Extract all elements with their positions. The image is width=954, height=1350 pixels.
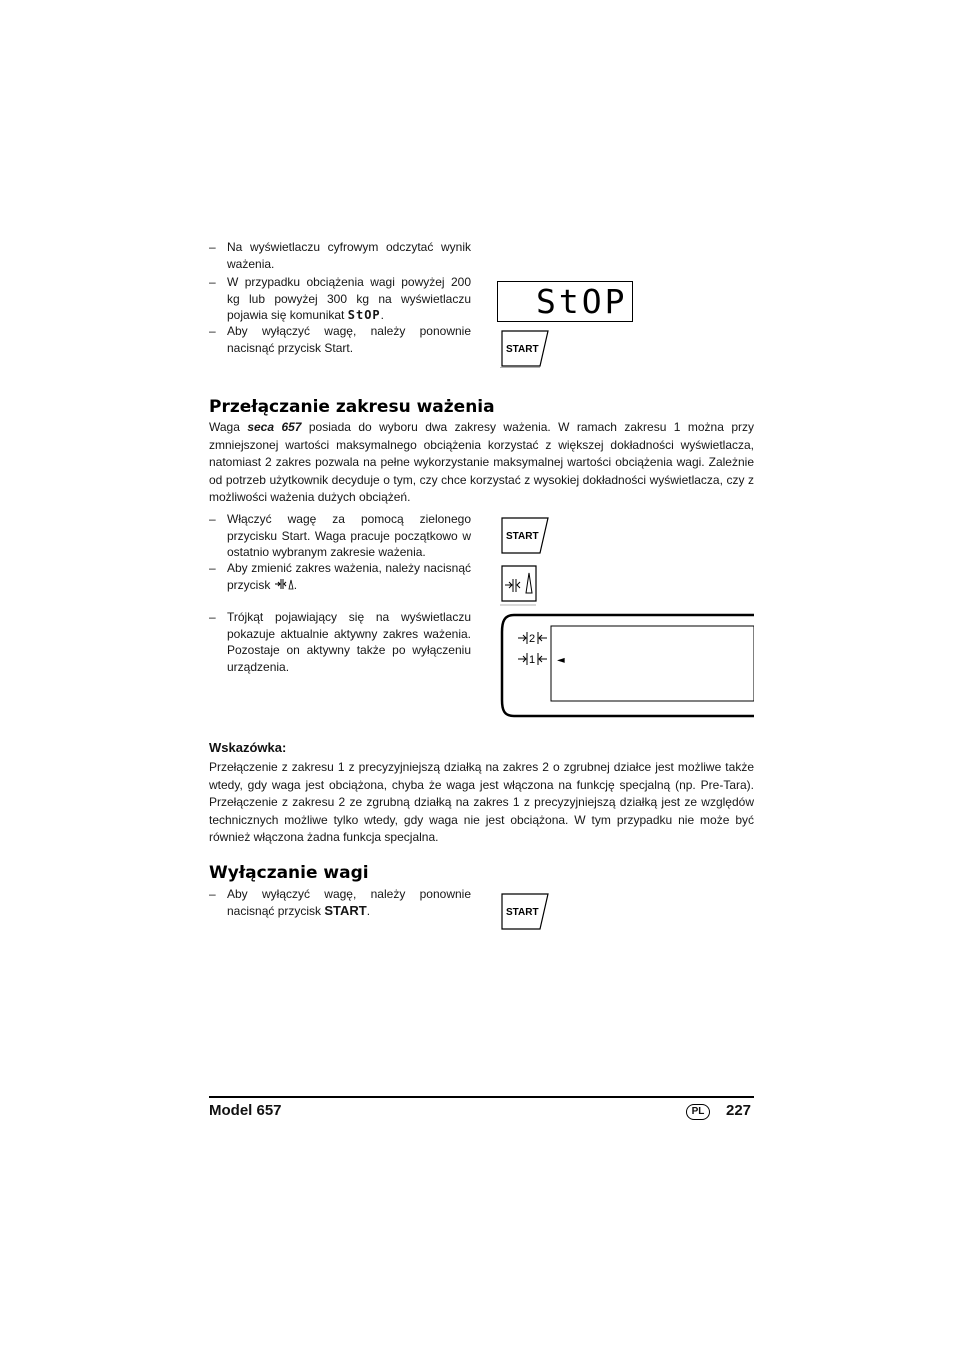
- list-item: – Aby zmienić zakres ważenia, należy nacisnąć przycisk .: [209, 561, 471, 592]
- active-range-marker: ◄: [557, 655, 565, 666]
- list-item: – Włączyć wagę za pomocą zielonego przycisku Start. Waga pracuje początkowo w ostatnio wybranym zakresie ważenia.: [209, 512, 471, 559]
- lcd-display: [497, 281, 633, 322]
- footer-model: Model 657: [209, 1102, 282, 1119]
- start-button: [500, 517, 550, 555]
- language-badge: PL: [686, 1104, 710, 1120]
- section-title: Przełączanie zakresu ważenia: [209, 397, 495, 417]
- start-button: [500, 893, 550, 931]
- list-item: – Aby wyłączyć wagę, należy ponownie nacisnąć przycisk Start.: [209, 324, 471, 355]
- range-1-label: 1: [529, 654, 536, 666]
- stop-code: StOP: [347, 308, 381, 322]
- range-2-label: 2: [529, 633, 536, 645]
- brand-name: seca 657: [247, 420, 302, 434]
- section-title: Wyłączanie wagi: [209, 863, 369, 883]
- list-item: – Na wyświetlaczu cyfrowym odczytać wynik ważenia.: [209, 240, 471, 271]
- list-item: – Aby wyłączyć wagę, należy ponownie nacisnąć przycisk START.: [209, 887, 471, 918]
- range-switch-button: [500, 565, 540, 607]
- section-intro: Waga seca 657 posiada do wyboru dwa zakresy ważenia. W ramach zakresu 1 można przy zmniejszonej wartości maksymalnego obciążenia korzystać z większej dokładności wyświetlacza, natomiast 2 zakres pozwala na pełne wykorzystanie maksymalnej wartości obciążenia wagi. Zależnie od potrzeb użytkownik decyduje o tym, czy chce korzystać z wysokiej dokładności wyświetlacza, czy z możliwości ważenia dużych obciążeń.: [209, 420, 754, 504]
- lcd-stop-text: StOP: [536, 282, 628, 321]
- start-label: START: [506, 344, 539, 355]
- footer-rule: [209, 1096, 754, 1098]
- list-item: – W przypadku obciążenia wagi powyżej 200 kg lub powyżej 300 kg na wyświetlaczu pojawia się komunikat StOP.: [209, 275, 471, 322]
- list-item: – Trójkąt pojawiający się na wyświetlaczu pokazuje aktualnie aktywny zakres ważenia. Pozostaje on aktywny także po wyłączeniu urządzenia.: [209, 610, 471, 674]
- start-label: START: [506, 907, 539, 918]
- note-text: Przełączenie z zakresu 1 z precyzyjniejszą działką na zakres 2 o zgrubnej działce jest możliwe także wtedy, gdy waga jest obciążona, chyba że waga jest włączona na funkcję specjalną (np. Pre-Tara). Przełączenie z zakresu 2 ze zgrubną działką na zakres 1 z precyzyjniejszą działką jest ze względów technicznych możliwe tylko wtedy, gdy waga nie jest obciążona. W tym przypadku nie może być również włączona żadna funkcja specjalna.: [209, 760, 754, 844]
- range-display-panel: [496, 612, 754, 720]
- note-title: Wskazówka:: [209, 740, 287, 755]
- start-label: START: [506, 531, 539, 542]
- start-button: [500, 330, 550, 368]
- range-switch-icon: [274, 578, 294, 590]
- page-number: 227: [726, 1102, 752, 1119]
